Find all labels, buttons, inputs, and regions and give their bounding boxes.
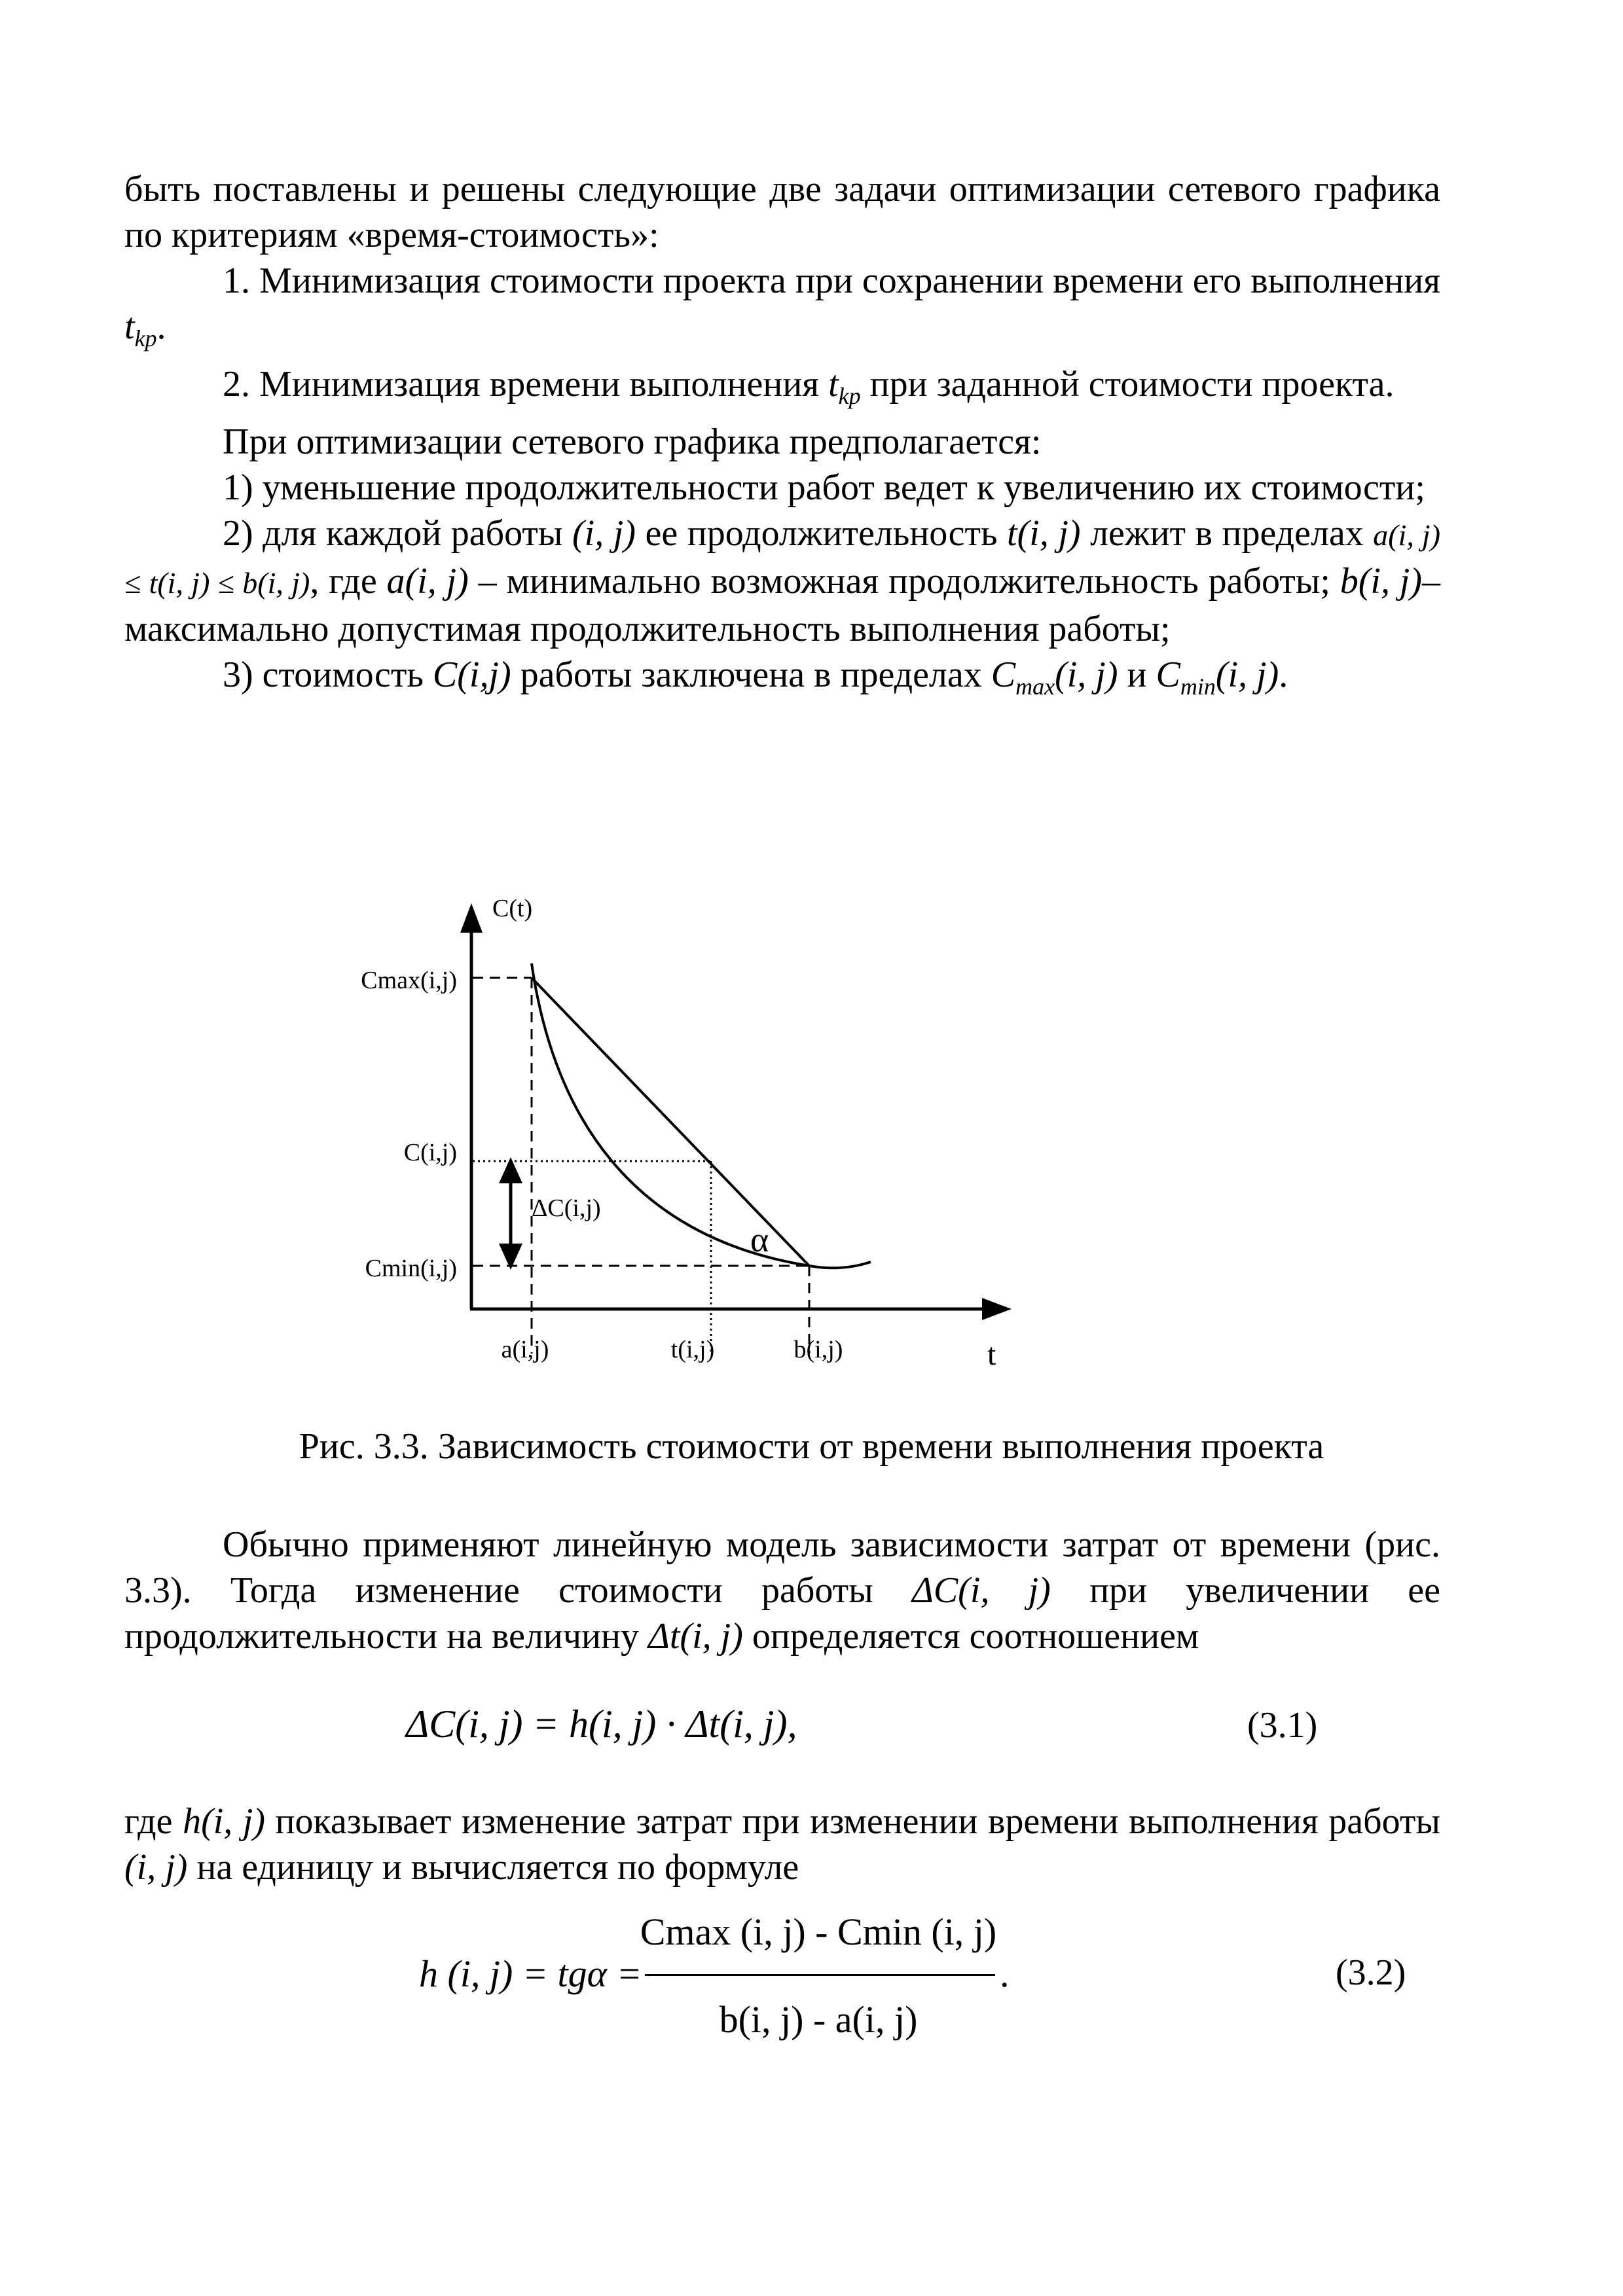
body-text-1 xyxy=(124,1522,1440,1659)
x-axis-label: t xyxy=(987,1337,996,1372)
equation-3-2-numerator: Cmax (i, j) - Cmin (i, j) xyxy=(640,1910,997,1953)
x-axis-arrow-icon xyxy=(982,1298,1012,1320)
assumption-heading: При оптимизации сетевого графика предполагается: xyxy=(223,422,1042,463)
assumption-3: 3) стоимость C(i,j) работы заключена в пределах $C_{max}(i$, j) и $C_{min}(i$, j). xyxy=(223,655,1288,700)
x-tick-b: b(i,j) xyxy=(793,1336,843,1363)
body-text-2 xyxy=(124,1799,1440,1890)
equation-3-2-lhs: h (i, j) = tgα = xyxy=(419,1952,642,1995)
assumption-2: 2) для каждой работы (i, j) ее продолжительность t(i, j) лежит в пределах a(i, j) ≤ t(i, j) ≤ b(i, j), где a(i, j) – минимально возможная продолжительность работы; b(i, j)– максимально допустимая продолжительность выполнения работы; xyxy=(124,513,1441,650)
equation-3-1-number: (3.1) xyxy=(1247,1705,1318,1746)
equation-3-2-denominator: b(i, j) - a(i, j) xyxy=(719,1998,918,2041)
delta-c-label: ΔC(i,j) xyxy=(532,1194,601,1222)
equation-3-2-number: (3.2) xyxy=(1336,1952,1406,1993)
y-tick-cmax: Cmax(i,j) xyxy=(361,967,457,994)
task-2: 2. Минимизация времени выполнения $t_{kp}$ при заданной стоимости проекта. xyxy=(223,364,1395,410)
figure-caption: Рис. 3.3. Зависимость стоимости от времени выполнения проекта xyxy=(299,1426,1324,1467)
y-axis-arrow-icon xyxy=(460,903,483,933)
x-tick-a: a(i,j) xyxy=(501,1336,549,1363)
cost-curve xyxy=(532,963,871,1268)
paragraph-h-definition: где h(i, j) показывает изменение затрат при изменении времени выполнения работы (i, j) на единицу и вычисляется по формуле xyxy=(124,1801,1441,1888)
y-tick-cmin: Cmin(i,j) xyxy=(365,1255,457,1282)
y-tick-c: C(i,j) xyxy=(403,1139,457,1166)
assumption-1: 1) уменьшение продолжительности работ ведет к увеличению их стоимости; xyxy=(223,467,1425,509)
paragraph-linear-model: Обычно применяют линейную модель зависимости затрат от времени (рис. 3.3). Тогда изменение стоимости работы ΔC(i, j) при увеличении ее продолжительности на величину Δt(i, j) определяется соотношением xyxy=(124,1524,1440,1657)
task-1: 1. Минимизация стоимости проекта при сохранении времени его выполнения $t_{kp}$. xyxy=(124,260,1440,352)
delta-c-arrow-down-icon xyxy=(499,1244,522,1270)
angle-alpha-label: α xyxy=(750,1220,769,1259)
x-tick-t: t(i,j) xyxy=(670,1336,715,1363)
y-axis-label: C(t) xyxy=(492,895,533,922)
equation-3-1: ΔC(i, j) = h(i, j) · Δt(i, j), xyxy=(406,1702,797,1746)
fraction-bar xyxy=(645,1974,995,1976)
paragraph-intro: быть поставлены и решены следующие две задачи оптимизации сетевого графика по критериям «время-стоимость»: xyxy=(124,169,1440,255)
delta-c-arrow-up-icon xyxy=(499,1157,522,1183)
equation-3-2-dot: . xyxy=(1000,1952,1010,1995)
